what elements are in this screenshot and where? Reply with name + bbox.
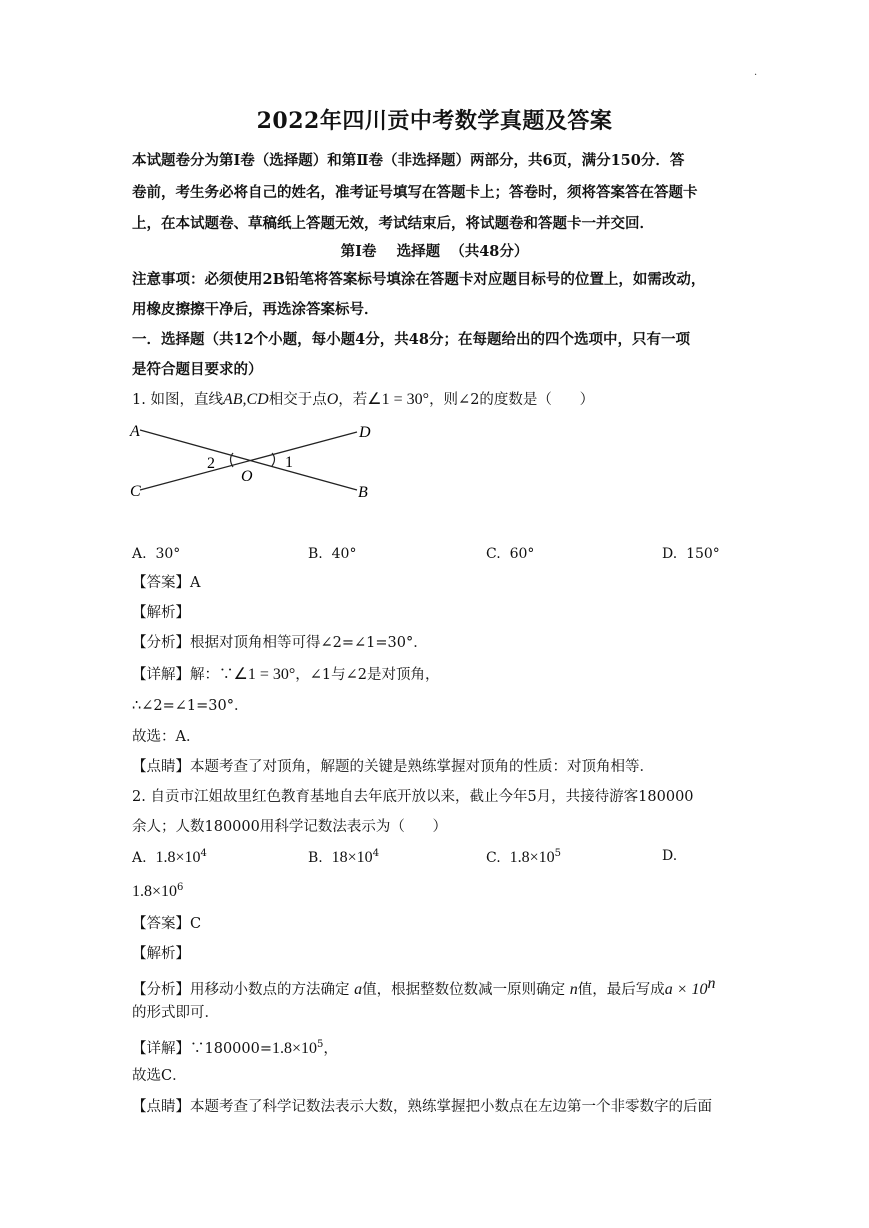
q2-option-d-label: D. (662, 848, 678, 864)
q2-comment: 【点睛】本题考查了科学记数法表示大数，熟练掌握把小数点在左边第一个非零数字的后面 (132, 1099, 712, 1115)
q2-option-a-label: A. (132, 850, 147, 866)
q2-option-c-label: C. (486, 850, 501, 866)
q1-fenxi: 【分析】根据对顶角相等可得∠2=∠1=30°． (132, 635, 428, 651)
q2-stem-line-2: 余人；人数180000用科学记数法表示为（ ） (132, 819, 448, 835)
page-marker: · (754, 70, 758, 81)
q1-stem-point: O (326, 391, 339, 408)
q1-detail-a: 【详解】解：∵ (132, 667, 234, 683)
q1-detail-b: ，∠1与∠2是对顶角， (295, 667, 440, 683)
q2-option-b-exp: 4 (372, 848, 380, 859)
label-angle-2: 2 (207, 455, 215, 472)
q1-answer: 【答案】A (132, 575, 201, 591)
q2-detail-exp: 5 (317, 1039, 324, 1050)
q1-stem-angle: ∠1 = 30° (367, 391, 430, 408)
q1-therefore: ∴∠2=∠1=30°． (132, 698, 249, 714)
part-heading-line-1: 一．选择题（共12个小题，每小题4分，共48分；在每题给出的四个选项中，只有一项 (132, 331, 690, 348)
q2-fenxi-var-n: n (569, 981, 578, 998)
q1-comment: 【点睛】本题考查了对顶角，解题的关键是熟练掌握对顶角的性质：对顶角相等． (132, 759, 654, 775)
q2-fenxi-var-a: a (354, 981, 363, 998)
notice-line-2: 用橡皮擦擦干净后，再选涂答案标号． (132, 301, 379, 318)
label-d: D (359, 424, 371, 441)
q2-fenxi-b: 值，根据整数位数减一原则确定 (362, 982, 566, 998)
q1-stem (132, 390, 742, 410)
intro-line-2: 卷前，考生务必将自己的姓名，准考证号填写在答题卡上；答卷时，须将答案答在答题卡 (132, 184, 698, 201)
q2-option-c (486, 848, 561, 867)
q2-option-b (308, 848, 379, 867)
q2-option-d (132, 882, 183, 901)
q2-answer: 【答案】C (132, 916, 202, 932)
label-c: C (130, 483, 141, 500)
q2-option-c-base: 1.8×10 (509, 849, 555, 866)
q2-option-d-exp: 6 (177, 882, 184, 893)
q2-analysis: 【解析】 (132, 946, 190, 962)
q2-detail-b: ， (323, 1041, 338, 1057)
q2-fenxi-form: a × 10 (664, 981, 708, 998)
q2-choose: 故选C． (132, 1068, 187, 1084)
q1-stem-d: ，则∠2的度数是（ ） (429, 392, 595, 408)
q1-stem-c: ，若 (338, 392, 368, 408)
q1-analysis: 【解析】 (132, 605, 190, 621)
q2-option-d-base: 1.8×10 (132, 883, 178, 900)
q2-option-a-exp: 4 (200, 848, 207, 859)
label-b: B (358, 484, 368, 501)
section-heading: 第Ⅰ卷 选择题 （共48分） (340, 243, 529, 260)
q2-detail-a: 【详解】∵180000= (132, 1041, 273, 1057)
q1-detail-angle: ∠1 = 30° (233, 666, 296, 683)
label-o: O (241, 468, 253, 485)
q1-option-d: D. 150° (662, 546, 720, 562)
q1-option-c: C. 60° (486, 546, 535, 562)
q1-stem-b: 相交于点 (268, 392, 327, 408)
q2-detail (132, 1035, 742, 1059)
q2-stem-line-1: 2. 自贡市江姐故里红色教育基地自去年底开放以来，截止今年5月，共接待游客180000 (132, 789, 694, 805)
q2-option-c-exp: 5 (554, 848, 561, 859)
q1-stem-lines: AB,CD (222, 391, 269, 408)
notice-line-1: 注意事项：必须使用2B铅笔将答案标号填涂在答题卡对应题目标号的位置上，如需改动， (132, 271, 706, 288)
q2-option-a (132, 848, 207, 867)
q2-option-b-base: 18×10 (331, 849, 373, 866)
q1-detail (132, 665, 742, 685)
q1-choose: 故选：A． (132, 729, 201, 745)
q2-fenxi-form-exp: n (707, 975, 716, 992)
page-title: 2022年四川贡中考数学真题及答案 (256, 108, 613, 134)
q1-stem-a: 1. 如图，直线 (132, 392, 223, 408)
q2-fenxi-c: 值，最后写成 (577, 982, 665, 998)
q2-fenxi (132, 974, 742, 1000)
q1-option-b: B. 40° (308, 546, 357, 562)
intro-line-1: 本试题卷分为第Ⅰ卷（选择题）和第Ⅱ卷（非选择题）两部分，共6页，满分150分．答 (132, 152, 685, 169)
part-heading-line-2: 是符合题目要求的） (132, 361, 263, 378)
q2-fenxi-a: 【分析】用移动小数点的方法确定 (132, 982, 350, 998)
q2-option-a-base: 1.8×10 (155, 849, 201, 866)
q2-fenxi-end: 的形式即可． (132, 1005, 219, 1021)
q1-option-a: A. 30° (132, 546, 181, 562)
q1-figure (125, 415, 385, 510)
label-angle-1: 1 (285, 454, 293, 471)
q2-detail-base: 1.8×10 (272, 1040, 318, 1057)
label-a: A (130, 423, 140, 440)
intro-line-3: 上，在本试题卷、草稿纸上答题无效，考试结束后，将试题卷和答题卡一并交回． (132, 215, 654, 232)
q2-option-b-label: B. (308, 850, 323, 866)
